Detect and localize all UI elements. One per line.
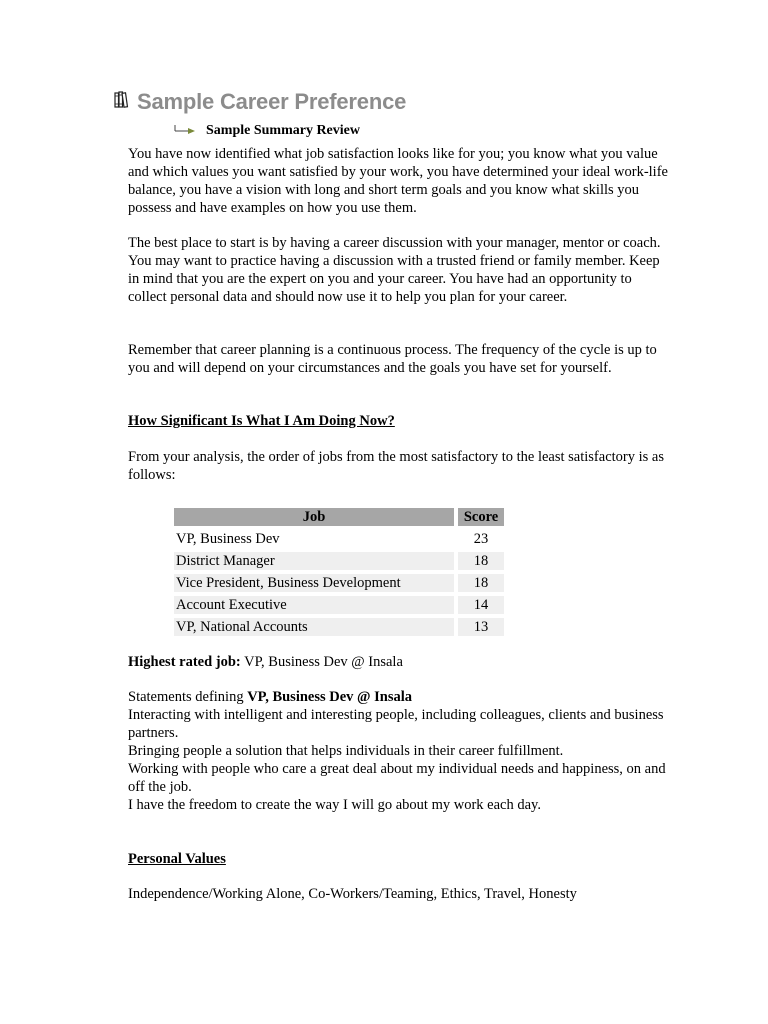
table-cell-score: 14	[458, 596, 504, 614]
statement-item: Working with people who care a great deal about my individual needs and happiness, on and off the job.	[128, 761, 666, 795]
table-header-score: Score	[458, 508, 504, 526]
table-row	[174, 596, 504, 614]
values-text: Independence/Working Alone, Co-Workers/Teaming, Ethics, Travel, Honesty	[128, 886, 577, 902]
statements-block	[128, 688, 668, 814]
table-cell-score: 13	[458, 618, 504, 636]
table-header-row	[174, 508, 504, 526]
table-cell-score: 23	[473, 530, 489, 547]
highest-rated-label: Highest rated job:	[128, 654, 241, 670]
table-row	[174, 574, 504, 592]
page-title: Sample Career Preference	[137, 89, 407, 114]
table-cell-score: 18	[458, 552, 504, 570]
table-cell-job: Vice President, Business Development	[174, 574, 454, 592]
statements-job: VP, Business Dev @ Insala	[247, 689, 413, 705]
statements-header	[128, 688, 668, 706]
statement-item: I have the freedom to create the way I will go about my work each day.	[128, 797, 541, 813]
significance-heading: How Significant Is What I Am Doing Now?	[128, 413, 395, 429]
table-row	[174, 618, 504, 636]
subtitle-row	[174, 122, 360, 140]
arrow-right-icon	[174, 122, 196, 140]
statements-label: Statements defining	[128, 689, 248, 705]
table-row	[174, 530, 504, 548]
table-cell-job: VP, National Accounts	[174, 618, 454, 636]
table-cell-job: VP, Business Dev	[176, 530, 280, 547]
table-cell-job: District Manager	[174, 552, 454, 570]
statement-item: Interacting with intelligent and interesting people, including colleagues, clients and business partners.	[128, 707, 664, 741]
table-cell-score: 18	[458, 574, 504, 592]
table-row	[174, 552, 504, 570]
order-text: From your analysis, the order of jobs from the most satisfactory to the least satisfactory is as follows:	[128, 449, 664, 483]
table-header-job: Job	[174, 508, 454, 526]
values-heading: Personal Values	[128, 851, 226, 867]
statement-item: Bringing people a solution that helps individuals in their career fulfillment.	[128, 743, 564, 759]
highest-rated-line	[128, 653, 668, 671]
intro-paragraph-3: Remember that career planning is a continuous process. The frequency of the cycle is up to you and will depend on your circumstances and the goals you have set for yourself.	[128, 342, 657, 376]
intro-paragraph-2: The best place to start is by having a career discussion with your manager, mentor or coach. You may want to practice having a discussion with a trusted friend or family member. Keep in mind that you are the expert on you and your career. You have had an opportunity to collect personal data and should now use it to help you plan for your career.	[128, 235, 661, 305]
books-icon	[114, 91, 131, 114]
intro-paragraph-1: You have now identified what job satisfaction looks like for you; you know what you value and which values you want satisfied by your work, you have determined your ideal work-life balance, you have a vision with long and short term goals and you know what skills you possess and have examples on how you use them.	[128, 146, 668, 216]
highest-rated-value: VP, Business Dev @ Insala	[240, 654, 403, 670]
title-row	[114, 89, 406, 115]
jobs-table	[174, 504, 504, 640]
subtitle: Sample Summary Review	[206, 123, 360, 138]
table-cell-job: Account Executive	[174, 596, 454, 614]
